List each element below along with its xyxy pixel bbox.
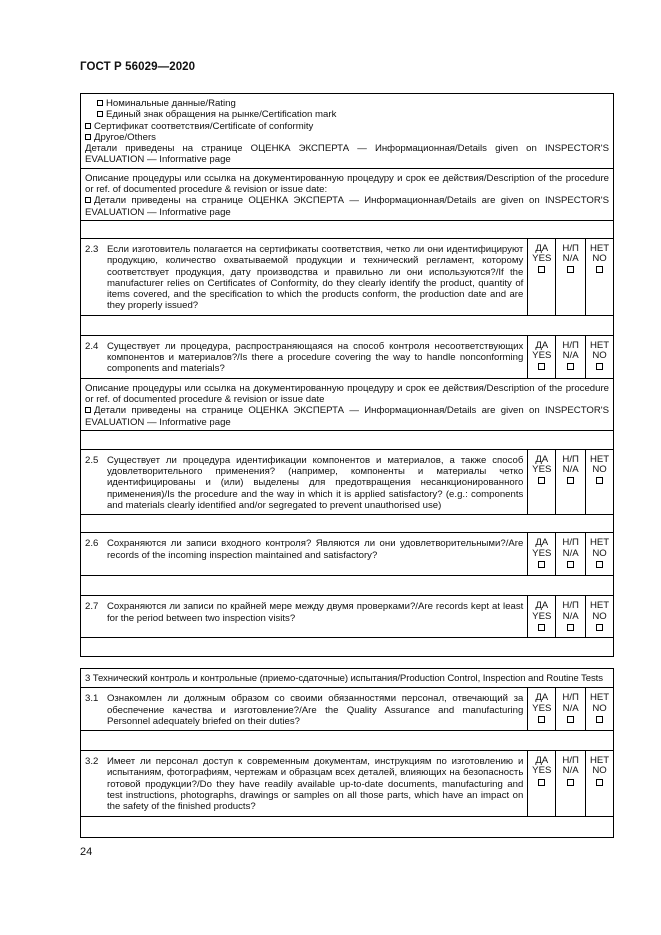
checklist-table-section-2	[80, 93, 614, 657]
question-number: 2.3	[85, 243, 99, 255]
na-label-ru: Н/П	[562, 339, 579, 351]
question-text: Существует ли процедура идентификации компонентов и материалов, а также способ удовлетворительного применения? (например, компоненты и материалы четко идентифицированы и (или) выделены для предотвращения несанкционированного применения)/Is the procedure and the way in which it is applied satisfactory? (e.g.: components and materials clearly identified and/or segregated to prevent unauthorised use)	[103, 450, 528, 514]
question-text: Сохраняются ли записи по крайней мере между двумя проверками?/Are records kept at least for the period between two inspection visits?	[103, 596, 528, 637]
na-label-ru: Н/П	[562, 755, 579, 767]
details-text: Детали приведены на странице ОЦЕНКА ЭКСПЕРТА — Информационная/Details are given on INSPECTOR'S	[94, 195, 609, 207]
answer-na[interactable]	[556, 596, 586, 637]
na-label-en: N/A	[562, 702, 579, 714]
no-label-ru: НЕТ	[589, 453, 610, 465]
no-label-en: NO	[592, 464, 607, 476]
blank-row	[81, 638, 613, 656]
no-label-en: NO	[592, 765, 607, 777]
answer-no[interactable]	[586, 596, 613, 637]
checkbox[interactable]	[538, 561, 545, 568]
answer-yes[interactable]	[528, 239, 556, 315]
checkbox[interactable]	[538, 363, 545, 370]
answer-yes[interactable]	[528, 596, 556, 637]
no-label-ru: НЕТ	[589, 692, 610, 704]
na-label-en: N/A	[562, 464, 579, 476]
checkbox[interactable]	[567, 779, 574, 786]
checkbox[interactable]	[538, 477, 545, 484]
na-label-ru: Н/П	[562, 242, 579, 254]
yes-label-ru: ДА	[535, 339, 549, 351]
na-label-ru: Н/П	[562, 692, 579, 704]
checkbox[interactable]	[538, 624, 545, 631]
details-text: EVALUATION — Informative page	[85, 154, 231, 166]
yes-label-en: YES	[532, 765, 552, 777]
checkbox[interactable]	[538, 716, 545, 723]
na-label-en: N/A	[562, 547, 579, 559]
answer-no[interactable]	[586, 239, 613, 315]
na-label-en: N/A	[562, 349, 579, 361]
question-row-2-5	[81, 450, 613, 515]
question-number: 2.4	[85, 340, 99, 352]
checkbox[interactable]	[538, 779, 545, 786]
question-row-2-3	[81, 239, 613, 316]
no-label-ru: НЕТ	[589, 537, 610, 549]
yes-label-en: YES	[532, 253, 552, 265]
na-label-ru: Н/П	[562, 537, 579, 549]
checkbox[interactable]	[538, 266, 545, 273]
answer-yes[interactable]	[528, 336, 556, 378]
yes-label-ru: ДА	[535, 242, 549, 254]
answer-na[interactable]	[556, 336, 586, 378]
blank-row	[81, 817, 613, 837]
option-rating-label: Номинальные данные/Rating	[106, 98, 236, 109]
na-label-ru: Н/П	[562, 600, 579, 612]
checkbox[interactable]	[567, 716, 574, 723]
yes-label-en: YES	[532, 610, 552, 622]
question-number: 2.7	[85, 601, 99, 613]
question-row-2-6	[81, 533, 613, 576]
answer-yes[interactable]	[528, 751, 556, 815]
na-label-en: N/A	[562, 253, 579, 265]
checkbox[interactable]	[97, 111, 103, 117]
no-label-ru: НЕТ	[589, 242, 610, 254]
checkbox[interactable]	[567, 477, 574, 484]
answer-yes[interactable]	[528, 533, 556, 575]
checkbox[interactable]	[85, 197, 91, 203]
na-label-ru: Н/П	[562, 453, 579, 465]
blank-row	[81, 316, 613, 336]
details-text: EVALUATION — Informative page	[85, 206, 231, 218]
na-label-en: N/A	[562, 610, 579, 622]
no-label-en: NO	[592, 610, 607, 622]
no-label-en: NO	[592, 547, 607, 559]
yes-label-en: YES	[532, 349, 552, 361]
no-label-ru: НЕТ	[589, 755, 610, 767]
yes-label-en: YES	[532, 547, 552, 559]
checkbox[interactable]	[596, 561, 603, 568]
checkbox[interactable]	[567, 561, 574, 568]
question-text: Сохраняются ли записи входного контроля? Являются ли они удовлетворительными?/Are records of the incoming inspection maintained and satisfactory?	[103, 533, 528, 575]
details-text: Детали приведены на странице ОЦЕНКА ЭКСПЕРТА — Информационная/Details given on INSPECTOR'S	[85, 143, 609, 155]
option-other-label: Другое/Others	[94, 131, 156, 143]
yes-label-ru: ДА	[535, 692, 549, 704]
section-title-row	[81, 669, 613, 688]
question-number: 2.6	[85, 538, 99, 550]
checkbox[interactable]	[97, 100, 103, 106]
no-label-en: NO	[592, 349, 607, 361]
question-text: Существует ли процедура, распространяющаяся на способ контроля несоответствующих компонентов и материалов?/Is there a procedure covering the way to handle nonconforming components and materials?	[103, 336, 528, 378]
answer-no[interactable]	[586, 688, 613, 730]
question-row-2-4	[81, 336, 613, 379]
yes-label-en: YES	[532, 464, 552, 476]
no-label-ru: НЕТ	[589, 600, 610, 612]
answer-no[interactable]	[586, 450, 613, 514]
checkbox[interactable]	[567, 624, 574, 631]
answer-yes[interactable]	[528, 688, 556, 730]
description-text: Описание процедуры или ссылка на документированную процедуру и срок ее действия/Description of the procedure	[85, 382, 609, 394]
checkbox[interactable]	[596, 477, 603, 484]
answer-no[interactable]	[586, 533, 613, 575]
answer-yes[interactable]	[528, 450, 556, 514]
description-text: or ref. of documented procedure & revision or issue date	[85, 393, 325, 405]
option-certificate-label: Сертификат соответствия/Certificate of conformity	[94, 120, 314, 132]
answer-na[interactable]	[556, 450, 586, 514]
section-title: 3 Технический контроль и контрольные (приемо-сдаточные) испытания/Production Control, Inspection and Routine Tests	[85, 673, 603, 684]
question-number: 2.5	[85, 454, 99, 466]
checkbox[interactable]	[596, 266, 603, 273]
answer-no[interactable]	[586, 751, 613, 815]
blank-row	[81, 515, 613, 533]
answer-na[interactable]	[556, 688, 586, 730]
question-row-3-2	[81, 751, 613, 816]
no-label-en: NO	[592, 702, 607, 714]
certification-options-row	[81, 94, 613, 169]
blank-row	[81, 221, 613, 239]
procedure-description-row	[81, 379, 613, 431]
description-text: or ref. of documented procedure & revision or issue date:	[85, 184, 328, 196]
yes-label-ru: ДА	[535, 453, 549, 465]
checkbox[interactable]	[567, 363, 574, 370]
procedure-description-row	[81, 169, 613, 221]
checkbox[interactable]	[596, 363, 603, 370]
na-label-en: N/A	[562, 765, 579, 777]
yes-label-ru: ДА	[535, 537, 549, 549]
checkbox[interactable]	[596, 716, 603, 723]
answer-no[interactable]	[586, 336, 613, 378]
no-label-ru: НЕТ	[589, 339, 610, 351]
blank-row	[81, 431, 613, 450]
option-mark-label: Единый знак обращения на рынке/Certification mark	[106, 109, 337, 121]
yes-label-en: YES	[532, 702, 552, 714]
question-text: Имеет ли персонал доступ к современным документам, инструкциям по изготовлению и испытаниям, фотографиям, чертежам и образцам всех деталей, влияющих на безопасность готовой продукции?/Do they have readily available up-to-date documents, manufacturing and test instructions, photographs, drawings or samples on all those parts, which have an impact on the safety of the finished products?	[103, 751, 528, 815]
checkbox[interactable]	[85, 407, 91, 413]
yes-label-ru: ДА	[535, 600, 549, 612]
checkbox[interactable]	[596, 779, 603, 786]
question-row-2-7	[81, 596, 613, 638]
no-label-en: NO	[592, 253, 607, 265]
checkbox[interactable]	[85, 134, 91, 140]
checkbox[interactable]	[85, 123, 91, 129]
question-row-3-1	[81, 688, 613, 731]
details-text: Детали приведены на странице ОЦЕНКА ЭКСПЕРТА — Информационная/Details are given on INSPECTOR'S	[94, 405, 609, 417]
answer-na[interactable]	[556, 239, 586, 315]
checkbox[interactable]	[567, 266, 574, 273]
details-text: EVALUATION — Informative page	[85, 416, 231, 428]
question-number: 3.2	[85, 756, 99, 768]
checkbox[interactable]	[596, 624, 603, 631]
blank-row	[81, 731, 613, 751]
question-text: Если изготовитель полагается на сертификаты соответствия, четко ли они идентифицируют продукцию, количество охватываемой продукции и технический регламент, которому соответствует продукция, дату производства и правильно ли они используются?/If the manufacturer relies on Certificates of Conformity, do they clearly identify the product, quantity of items covered, and the specification to which the products conform, the production date and are they properly issued?	[103, 239, 528, 315]
page-number: 24	[80, 846, 93, 858]
checklist-table-section-3	[80, 668, 614, 838]
question-number: 3.1	[85, 693, 99, 705]
answer-na[interactable]	[556, 533, 586, 575]
description-text: Описание процедуры или ссылка на документированную процедуру и срок ее действия/Description of the procedure	[85, 172, 609, 184]
document-code: ГОСТ Р 56029—2020	[80, 61, 196, 73]
answer-na[interactable]	[556, 751, 586, 815]
blank-row	[81, 576, 613, 596]
question-text: Ознакомлен ли должным образом со своими обязанностями персонал, отвечающий за обеспечение качества и изготовление?/Are the Quality Assurance and manufacturing Personnel adequately briefed on their duties?	[103, 688, 528, 730]
yes-label-ru: ДА	[535, 755, 549, 767]
